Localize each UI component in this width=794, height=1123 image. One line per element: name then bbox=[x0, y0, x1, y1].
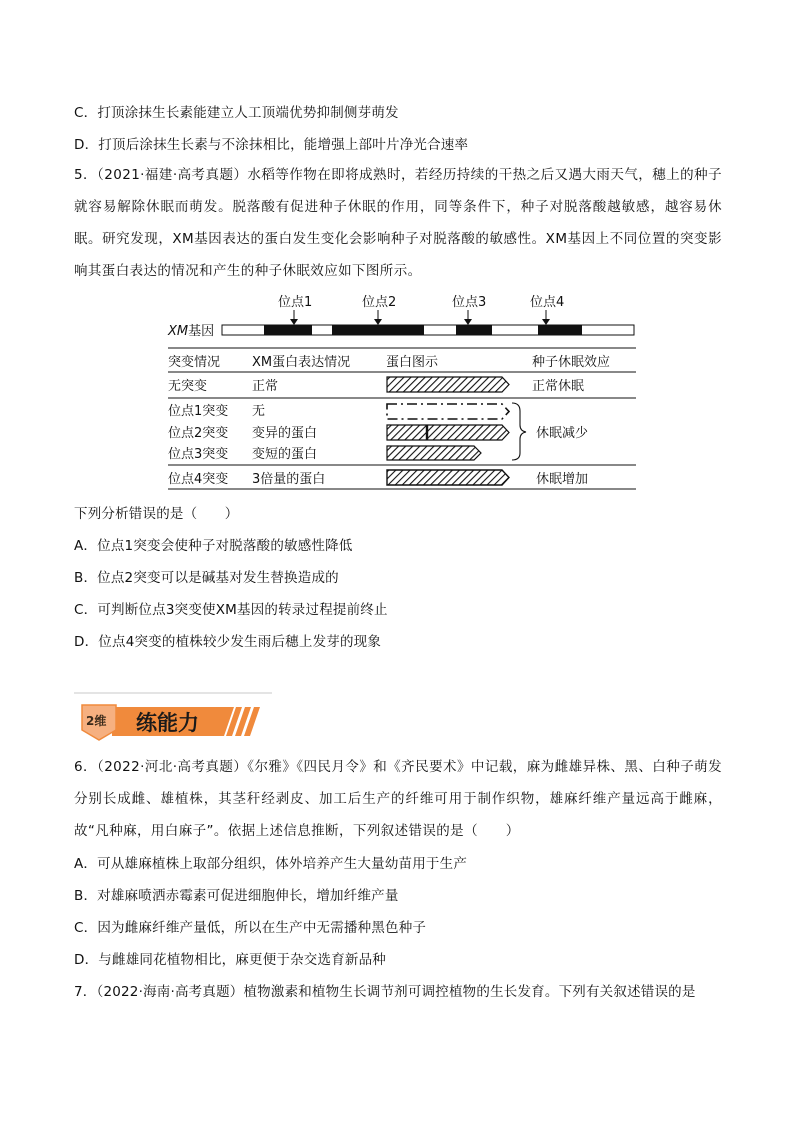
xm-gene-diagram bbox=[160, 288, 650, 493]
row-2-mutation: 位点2突变 bbox=[168, 426, 229, 441]
row-0-expression: 正常 bbox=[252, 379, 279, 394]
question-5-option-b: B．位点2突变可以是碱基对发生替换造成的 bbox=[74, 570, 339, 586]
question-6-option-c: C．因为雌麻纤维产量低，所以在生产中无需播种黑色种子 bbox=[74, 920, 427, 936]
section-badge: 2维 bbox=[86, 714, 107, 728]
question-5-option-a: A．位点1突变会使种子对脱落酸的敏感性降低 bbox=[74, 538, 353, 554]
protein-tripled bbox=[387, 470, 509, 485]
question-5-option-c: C．可判断位点3突变使XM基因的转录过程提前终止 bbox=[74, 602, 388, 618]
site-1-label: 位点1 bbox=[278, 295, 313, 310]
row-2-expression: 变异的蛋白 bbox=[252, 426, 318, 441]
question-6-stem: 6．（2022·河北·高考真题）《尔雅》《四民月令》和《齐民要术》中记载，麻为雌雄异株、黑、白种子萌发分别长成雌、雄植株，其茎秆经剥皮、加工后生产的纤维可用于制作织物，雄麻纤维产量远高于雌麻，故“凡种麻，用白麻子”。依据上述信息推断，下列叙述错误的是（ ） bbox=[74, 759, 722, 839]
question-5-stem: 5．（2021·福建·高考真题）水稻等作物在即将成熟时，若经历持续的干热之后又遇大雨天气，穗上的种子就容易解除休眠而萌发。脱落酸有促进种子休眠的作用，同等条件下，种子对脱落酸越敏感，越容易休眠。研究发现，XM基因表达的蛋白发生变化会影响种子对脱落酸的敏感性。XM基因上不同位置的突变影响其蛋白表达的情况和产生的种子休眠效应如下图所示。 bbox=[74, 167, 722, 279]
question-5-option-d: D．位点4突变的植株较少发生雨后穗上发芽的现象 bbox=[74, 634, 382, 650]
row-3-mutation: 位点3突变 bbox=[168, 447, 229, 462]
row-0-mutation: 无突变 bbox=[168, 379, 208, 394]
gene-label: XM基因 bbox=[168, 324, 215, 339]
question-6-option-a: A．可从雄麻植株上取部分组织，体外培养产生大量幼苗用于生产 bbox=[74, 856, 468, 872]
group-brace bbox=[512, 403, 526, 460]
section-banner bbox=[74, 690, 274, 750]
group-effect: 休眠减少 bbox=[536, 426, 589, 441]
row-1-expression: 无 bbox=[252, 404, 266, 419]
protein-absent bbox=[387, 404, 509, 419]
question-5-prompt: 下列分析错误的是（ ） bbox=[74, 506, 239, 522]
row-1-mutation: 位点1突变 bbox=[168, 404, 229, 419]
protein-variant bbox=[387, 425, 509, 440]
header-protein: 蛋白图示 bbox=[386, 355, 439, 370]
row-4-effect: 休眠增加 bbox=[536, 472, 589, 487]
header-effect: 种子休眠效应 bbox=[532, 355, 611, 370]
question-6-option-d: D．与雌雄同花植物相比，麻更便于杂交选育新品种 bbox=[74, 952, 386, 968]
row-4-expression: 3倍量的蛋白 bbox=[252, 472, 326, 487]
site-labels bbox=[278, 294, 564, 310]
header-mutation: 突变情况 bbox=[168, 355, 221, 370]
row-4-mutation: 位点4突变 bbox=[168, 472, 229, 487]
protein-normal bbox=[387, 377, 509, 392]
row-0-effect: 正常休眠 bbox=[532, 379, 585, 394]
site-4-label: 位点4 bbox=[530, 295, 565, 310]
site-2-label: 位点2 bbox=[362, 295, 397, 310]
protein-shortened bbox=[387, 446, 481, 460]
site-3-label: 位点3 bbox=[452, 295, 487, 310]
question-7-stem: 7．（2022·海南·高考真题）植物激素和植物生长调节剂可调控植物的生长发育。下列有关叙述错误的是 bbox=[74, 984, 696, 1000]
option-d-previous: D．打顶后涂抹生长素与不涂抹相比，能增强上部叶片净光合速率 bbox=[74, 137, 469, 153]
option-c-previous: C．打顶涂抹生长素能建立人工顶端优势抑制侧芽萌发 bbox=[74, 105, 399, 121]
row-3-expression: 变短的蛋白 bbox=[252, 447, 318, 462]
section-title: 练能力 bbox=[136, 711, 199, 735]
question-6-option-b: B．对雄麻喷洒赤霉素可促进细胞伸长，增加纤维产量 bbox=[74, 888, 399, 904]
site-arrows bbox=[294, 310, 546, 322]
header-expression: XM蛋白表达情况 bbox=[252, 355, 351, 370]
